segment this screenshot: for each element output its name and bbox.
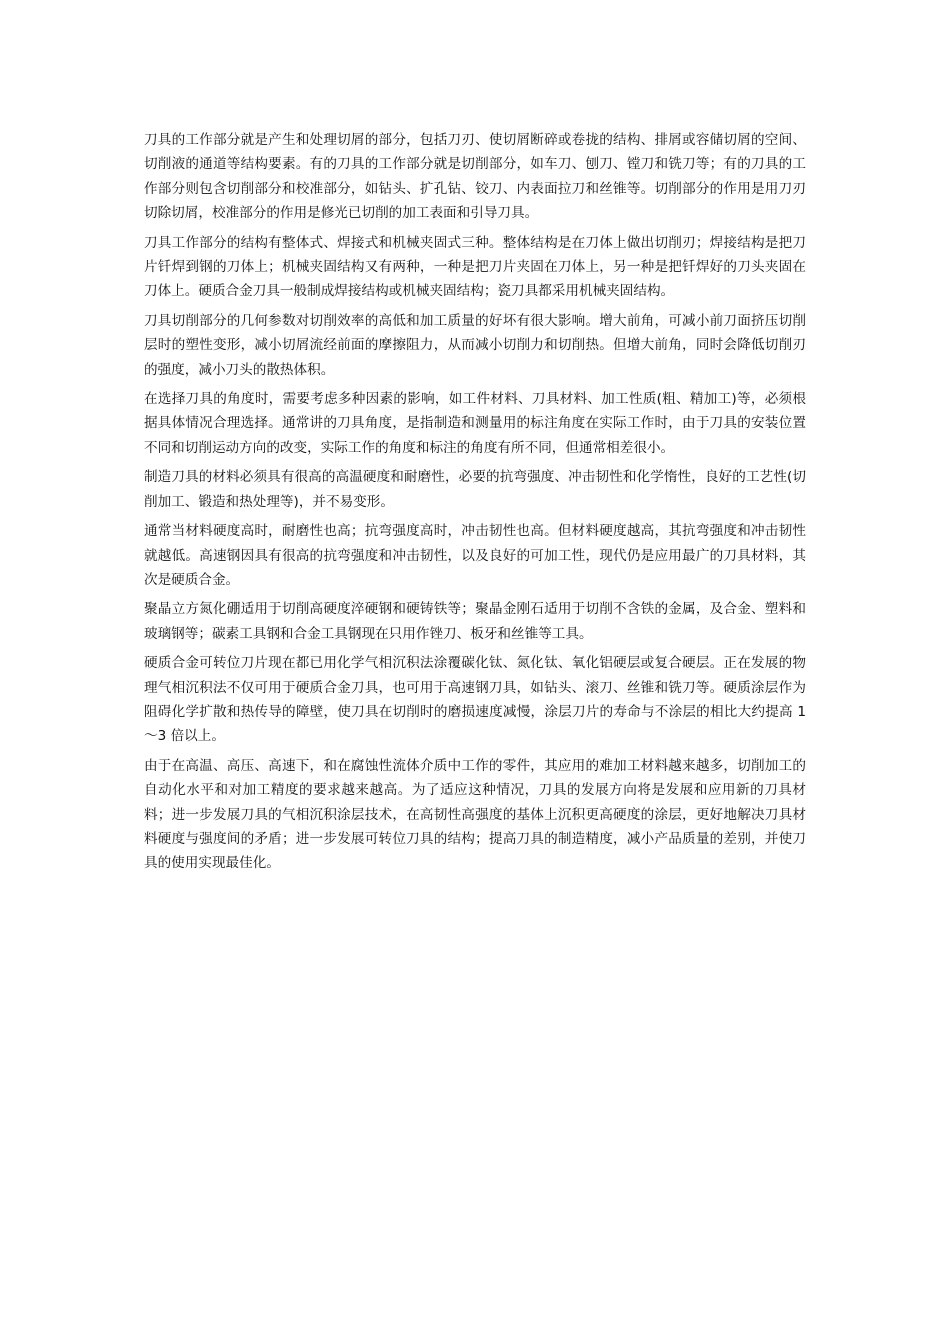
paragraph: 刀具的工作部分就是产生和处理切屑的部分，包括刀刃、使切屑断碎或卷拢的结构、排屑或容储切屑的空间、切削液的通道等结构要素。有的刀具的工作部分就是切削部分，如车刀、刨刀、镗刀和铣刀等；有的刀具的工作部分则包含切削部分和校准部分，如钻头、扩孔钻、铰刀、内表面拉刀和丝锥等。切削部分的作用是用刀刃切除切屑，校准部分的作用是修光已切削的加工表面和引导刀具。 — [144, 132, 806, 222]
paragraph: 硬质合金可转位刀片现在都已用化学气相沉积法涂覆碳化钛、氮化钛、氧化铝硬层或复合硬层。正在发展的物理气相沉积法不仅可用于硬质合金刀具，也可用于高速钢刀具，如钻头、滚刀、丝锥和铣刀等。硬质涂层作为阻碍化学扩散和热传导的障壁，使刀具在切削时的磨损速度减慢，涂层刀片的寿命与不涂层的相比大约提高 1～3 倍以上。 — [144, 655, 806, 745]
paragraph: 制造刀具的材料必须具有很高的高温硬度和耐磨性，必要的抗弯强度、冲击韧性和化学惰性，良好的工艺性(切削加工、锻造和热处理等)，并不易变形。 — [144, 469, 806, 510]
paragraph: 刀具工作部分的结构有整体式、焊接式和机械夹固式三种。整体结构是在刀体上做出切削刃；焊接结构是把刀片钎焊到钢的刀体上；机械夹固结构又有两种，一种是把刀片夹固在刀体上，另一种是把钎焊好的刀头夹固在刀体上。硬质合金刀具一般制成焊接结构或机械夹固结构；瓷刀具都采用机械夹固结构。 — [144, 234, 806, 300]
paragraph: 聚晶立方氮化硼适用于切削高硬度淬硬钢和硬铸铁等；聚晶金刚石适用于切削不含铁的金属，及合金、塑料和玻璃钢等；碳素工具钢和合金工具钢现在只用作锉刀、板牙和丝锥等工具。 — [144, 601, 806, 642]
paragraph: 刀具切削部分的几何参数对切削效率的高低和加工质量的好坏有很大影响。增大前角，可减小前刀面挤压切削层时的塑性变形，减小切屑流经前面的摩擦阻力，从而减小切削力和切削热。但增大前角，同时会降低切削刃的强度，减小刀头的散热体积。 — [144, 312, 806, 378]
paragraph: 在选择刀具的角度时，需要考虑多种因素的影响，如工件材料、刀具材料、加工性质(粗、精加工)等，必须根据具体情况合理选择。通常讲的刀具角度，是指制造和测量用的标注角度在实际工作时，由于刀具的安装位置不同和切削运动方向的改变，实际工作的角度和标注的角度有所不同，但通常相差很小。 — [144, 391, 806, 456]
document-body — [144, 128, 806, 881]
paragraph: 由于在高温、高压、高速下，和在腐蚀性流体介质中工作的零件，其应用的难加工材料越来越多，切削加工的自动化水平和对加工精度的要求越来越高。为了适应这种情况，刀具的发展方向将是发展和应用新的刀具材料；进一步发展刀具的气相沉积涂层技术，在高韧性高强度的基体上沉积更高硬度的涂层，更好地解决刀具材料硬度与强度间的矛盾；进一步发展可转位刀具的结构；提高刀具的制造精度，减小产品质量的差别，并使刀具的使用实现最佳化。 — [144, 757, 806, 872]
paragraph: 通常当材料硬度高时，耐磨性也高；抗弯强度高时，冲击韧性也高。但材料硬度越高，其抗弯强度和冲击韧性就越低。高速钢因具有很高的抗弯强度和冲击韧性，以及良好的可加工性，现代仍是应用最广的刀具材料，其次是硬质合金。 — [144, 523, 806, 588]
